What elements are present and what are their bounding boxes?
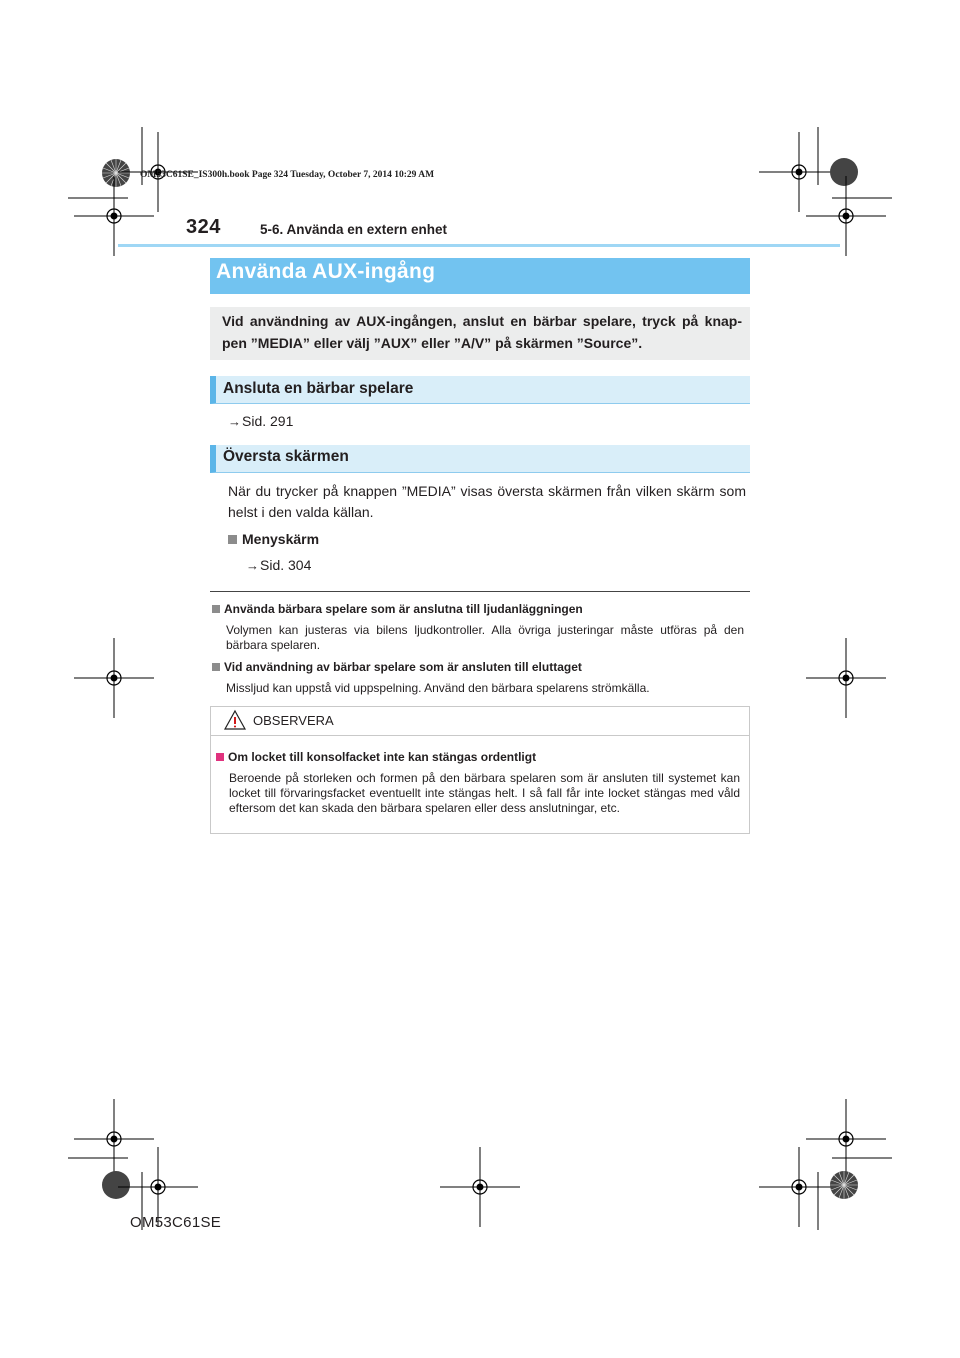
square-bullet-icon (212, 605, 220, 613)
print-header: OM53C61SE_IS300h.book Page 324 Tuesday, October 7, 2014 10:29 AM (140, 170, 435, 180)
intro-text: Vid användning av AUX-ingången, anslut en bärbar spelare, tryck på knap- pen ”MEDIA” eller välj ”AUX” eller ”A/V” på skärmen ”Source”. (222, 313, 742, 351)
reference-link[interactable]: Sid. 291 (242, 413, 294, 429)
section-heading-top-screen: Översta skärmen (223, 448, 349, 465)
arrow-right-icon: → (246, 558, 259, 573)
caution-title (216, 750, 536, 764)
sub-item-menu (228, 529, 319, 550)
reference-link[interactable]: Sid. 304 (260, 557, 312, 573)
section-path: 5-6. Använda en extern enhet (260, 222, 448, 237)
reference-menu[interactable] (246, 555, 311, 576)
warning-triangle-icon (223, 709, 247, 731)
note-title-text: Vid användning av bärbar spelare som är ansluten till eluttaget (224, 660, 582, 674)
reference-connect[interactable] (228, 411, 293, 432)
sub-item-label: Menyskärm (242, 531, 320, 547)
note-title (212, 602, 583, 616)
note-body: Volymen kan justeras via bilens ljudkontroller. Alla övriga justeringar måste utföras på den bärbara spelaren. (226, 623, 744, 652)
note-body: Missljud kan uppstå vid uppspelning. Använd den bärbara spelarens strömkälla. (226, 681, 650, 695)
caution-label: OBSERVERA (253, 713, 334, 728)
caution-body: Beroende på storleken och formen på den bärbara spelaren som är ansluten till systemet kan locket till förvaringsfacket eventuellt inte stängas helt. I så fall får inte locket stängas med våld eftersom det kan skada den bärbara spelaren eller dess anslutningar, etc. (229, 771, 740, 815)
caution-title-text: Om locket till konsolfacket inte kan stängas ordentligt (228, 750, 537, 764)
notes-divider (210, 591, 750, 592)
footer-code: OM53C61SE (130, 1214, 222, 1231)
page-number: 324 (186, 216, 221, 238)
square-bullet-icon (216, 753, 224, 761)
header-rule (118, 244, 840, 247)
note-title (212, 660, 582, 674)
arrow-right-icon: → (228, 414, 241, 429)
top-screen-body: När du trycker på knappen ”MEDIA” visas översta skärmen från vilken skärm som helst i den valda källan. (228, 483, 746, 520)
square-bullet-icon (212, 663, 220, 671)
section-heading-connect: Ansluta en bärbar spelare (223, 380, 414, 397)
square-bullet-icon (228, 535, 237, 544)
caution-separator (211, 735, 749, 736)
note-title-text: Använda bärbara spelare som är anslutna till ljudanläggningen (224, 602, 583, 616)
page-title: Använda AUX-ingång (216, 260, 436, 283)
